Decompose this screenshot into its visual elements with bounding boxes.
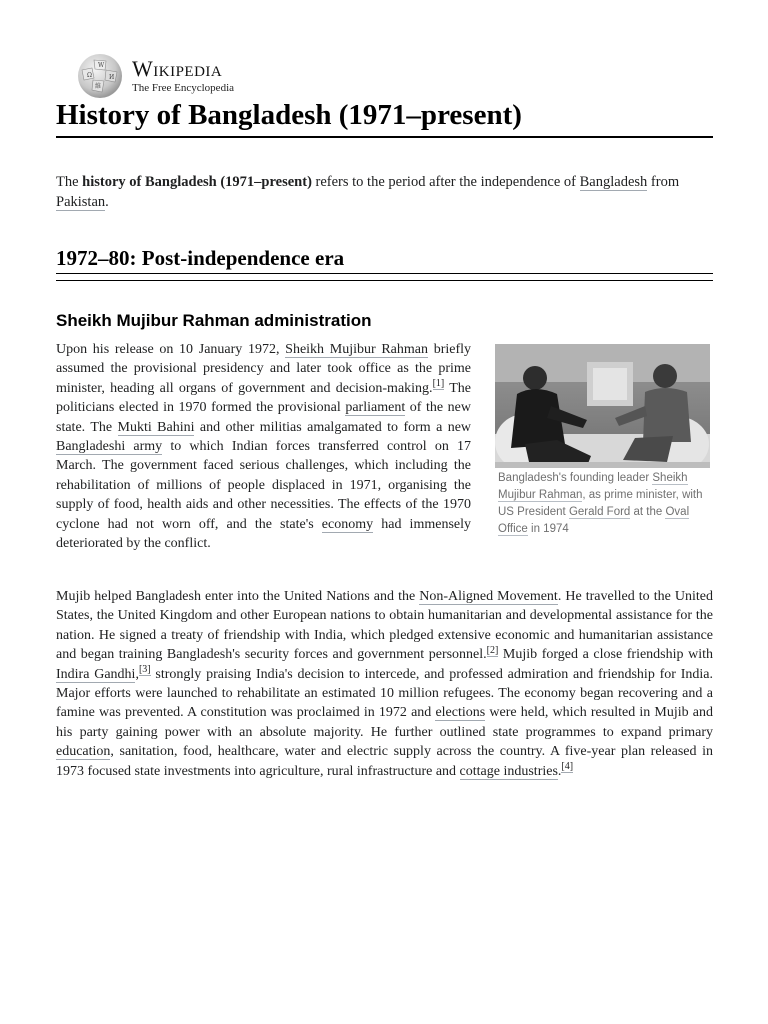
wordmark-tagline: The Free Encyclopedia xyxy=(132,82,235,94)
text-run: strongly praising India's decision to intercede, and professed admiration and friendship for India. Major efforts were launched to rehabilitate an estimated 10 million refugees. The economy began recovering and a famine was prevented. A constitution was proclaimed in 1972 and xyxy=(56,666,713,721)
page-title: History of Bangladesh (1971–present) xyxy=(56,96,713,138)
text-run: from xyxy=(647,174,680,190)
text-run: and other militias amalgamated to form a new xyxy=(194,419,472,435)
body-paragraph-2 xyxy=(56,587,713,781)
reference-4[interactable] xyxy=(561,761,573,773)
figure xyxy=(495,344,710,538)
text-run: Bangladesh's founding leader xyxy=(498,472,653,484)
link-elections[interactable]: elections xyxy=(435,705,486,721)
subsection-heading: Sheikh Mujibur Rahman administration xyxy=(56,311,372,330)
reference-link[interactable]: [1] xyxy=(432,378,445,390)
text-run: The politicians elected in 1970 formed the provisional xyxy=(56,380,472,416)
text-run: briefly assumed the provisional presidency and later took office as the prime minister, heading all organs of government and decision-making. xyxy=(56,342,472,396)
text-run: were held, which resulted in Mujib and his party gaining power with an absolute majority. He further outlined state programmes to expand primary xyxy=(56,705,713,740)
link-sheikh-mujibur-rahman[interactable]: Sheikh Mujibur Rahman xyxy=(285,342,428,357)
heading-divider xyxy=(56,280,713,281)
link-pakistan[interactable]: Pakistan xyxy=(56,194,106,210)
reference-link[interactable]: [2] xyxy=(486,644,499,656)
text-run: The xyxy=(56,174,83,190)
text-run: , sanitation, food, healthcare, water and electric supply across the country. A five-year plan released in 1973 focused state investments into agriculture, rural infrastructure and xyxy=(56,744,713,779)
intro-paragraph xyxy=(56,172,713,212)
text-run: to which Indian forces transferred control on 17 March. The government faced serious challenges, which including the rehabilitation of millions of people displaced in 1971, organising the supply of food, health aids and other necessities. The effects of the 1970 cyclone had not worn off, and the state's xyxy=(56,439,471,532)
reference-2[interactable] xyxy=(487,645,499,657)
reference-3[interactable] xyxy=(139,664,151,676)
wordmark xyxy=(132,58,234,94)
heading-divider xyxy=(56,273,713,274)
text-run: refers to the period after the independence of xyxy=(311,174,580,190)
section-heading: 1972–80: Post-independence era xyxy=(56,246,345,270)
link-bangladeshi-army[interactable]: Bangladeshi army xyxy=(56,439,163,455)
text-run: in 1974 xyxy=(527,523,569,535)
svg-text:W: W xyxy=(98,62,105,69)
svg-text:維: 維 xyxy=(95,83,102,90)
wikipedia-logo[interactable] xyxy=(74,52,234,100)
reference-1[interactable] xyxy=(433,378,445,390)
body-paragraph-1 xyxy=(56,340,471,553)
text-run: , xyxy=(135,666,139,682)
reference-link[interactable]: [3] xyxy=(138,663,151,675)
text-run: . xyxy=(105,194,109,210)
text-run: had immensely deteriorated by the conflict. xyxy=(56,516,471,552)
wordmark-title: Wikipedia xyxy=(132,56,223,81)
photo-mujib-ford[interactable] xyxy=(495,344,710,468)
caption-link-gerald-ford[interactable]: Gerald Ford xyxy=(568,506,631,518)
link-parliament[interactable]: parliament xyxy=(345,400,406,416)
text-run: of the new state. The xyxy=(56,400,472,435)
link-indira-gandhi[interactable]: Indira Gandhi xyxy=(56,666,136,682)
text-run: , as prime minister, with US President xyxy=(498,489,703,518)
caption-link-sheikh-mujibur-rahman[interactable]: Sheikh Mujibur Rahman xyxy=(498,472,688,501)
text-run: at the xyxy=(630,506,666,518)
link-non-aligned-movement[interactable]: Non-Aligned Movement xyxy=(419,589,558,604)
svg-text:Ω: Ω xyxy=(87,72,92,79)
figure-caption xyxy=(495,470,710,538)
bold-term: history of Bangladesh (1971–present) xyxy=(82,174,312,190)
wikipedia-globe-icon xyxy=(74,52,126,100)
text-run: . He travelled to the United States, the United Kingdom and other European nations to obtain humanitarian and developmental assistance for the nation. He signed a treaty of friendship with India, which pledged extensive economic and humanitarian assistance and began training Bangladesh's security forces and government personnel. xyxy=(56,589,713,663)
text-run: Upon his release on 10 January 1972, xyxy=(56,342,286,357)
text-run: . xyxy=(557,763,562,779)
svg-text:И: И xyxy=(109,74,115,81)
link-economy[interactable]: economy xyxy=(321,516,374,532)
reference-link[interactable]: [4] xyxy=(561,761,574,772)
link-mukti-bahini[interactable]: Mukti Bahini xyxy=(117,419,195,435)
link-education[interactable]: education xyxy=(56,744,111,760)
text-run: Mujib forged a close friendship with xyxy=(498,647,713,663)
text-run: Mujib helped Bangladesh enter into the United Nations and the xyxy=(56,589,420,604)
link-cottage-industries[interactable]: cottage industries xyxy=(459,763,558,779)
link-bangladesh[interactable]: Bangladesh xyxy=(579,174,648,190)
caption-link-oval-office[interactable]: Oval Office xyxy=(498,506,690,535)
